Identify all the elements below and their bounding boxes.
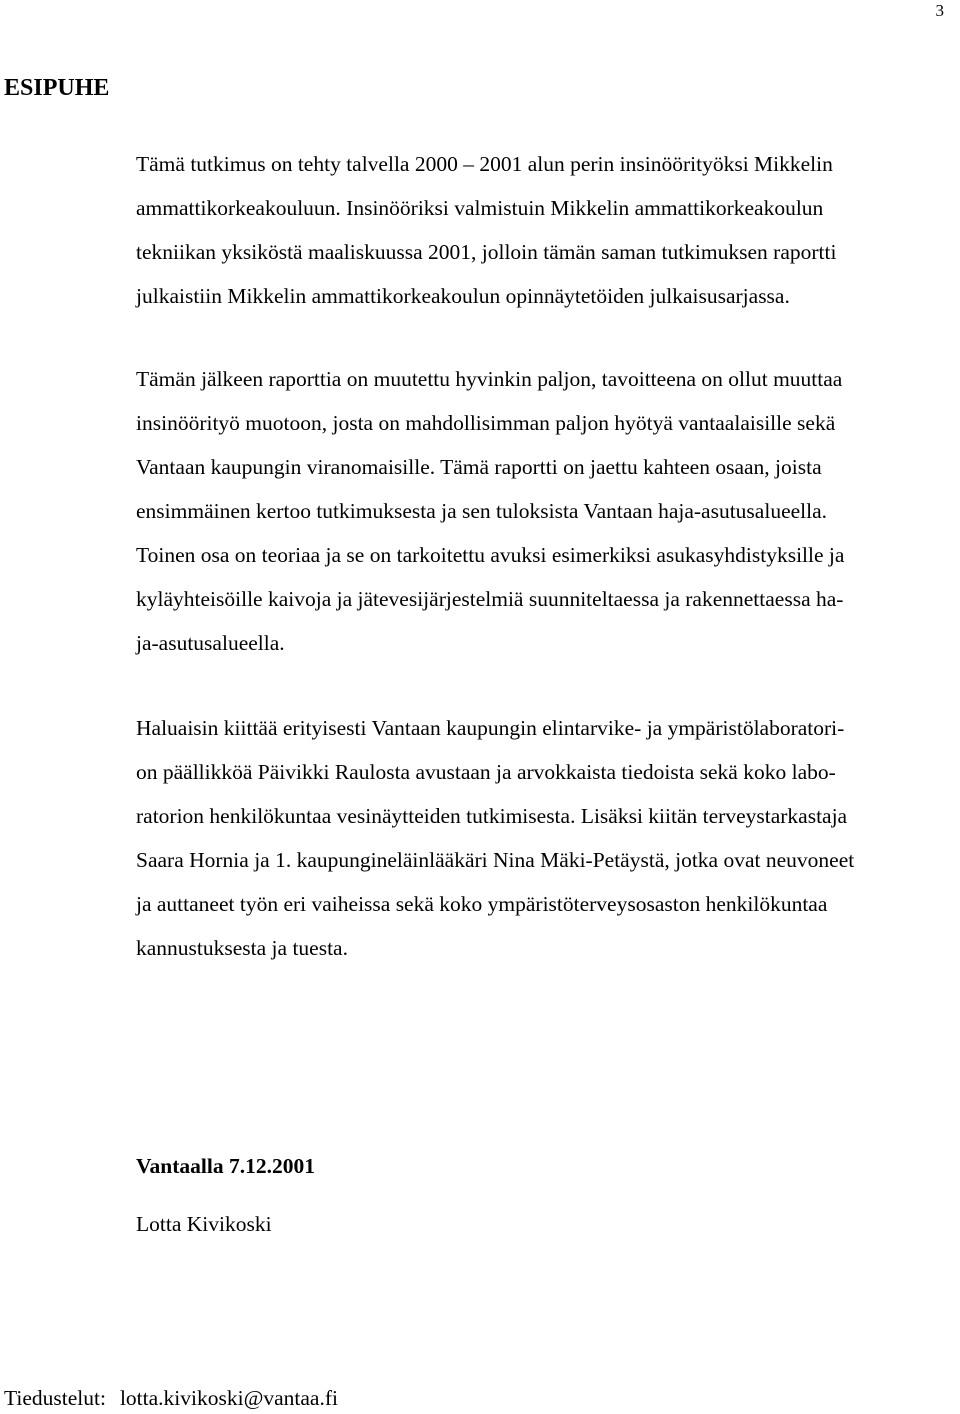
paragraph-line: tekniikan yksiköstä maaliskuussa 2001, jolloin tämän saman tutkimuksen raportti [136,240,837,264]
paragraph-line: ja-asutusalueella. [136,631,285,655]
paragraph-revision [136,357,954,665]
paragraph-line: kannustuksesta ja tuesta. [136,936,348,960]
paragraph-acknowledgements [136,706,954,970]
paragraph-line: Tämä tutkimus on tehty talvella 2000 – 2001 alun perin insinöörityöksi Mikkelin [136,152,833,176]
paragraph-line: ja auttaneet työn eri vaiheissa sekä koko ympäristöterveysosaston henkilökuntaa [136,892,828,916]
paragraph-line: Vantaan kaupungin viranomaisille. Tämä raportti on jaettu kahteen osaan, joista [136,455,822,479]
page-number: 3 [935,1,944,20]
paragraph-line: ratorion henkilökuntaa vesinäytteiden tutkimisesta. Lisäksi kiitän terveystarkastaja [136,804,848,828]
section-heading: ESIPUHE [4,75,110,101]
paragraph-line: Tämän jälkeen raporttia on muutettu hyvinkin paljon, tavoitteena on ollut muuttaa [136,367,843,391]
footer-contact [4,1384,338,1412]
paragraph-line: kyläyhteisöille kaivoja ja jätevesijärjestelmiä suunniteltaessa ja rakennettaessa ha- [136,587,844,611]
paragraph-line: ensimmäinen kertoo tutkimuksesta ja sen tuloksista Vantaan haja-asutusalueella. [136,499,828,523]
signoff-date: Vantaalla 7.12.2001 [136,1154,315,1178]
paragraph-line: insinöörityö muotoon, josta on mahdollisimman paljon hyötyä vantaalaisille sekä [136,411,836,435]
paragraph-line: Toinen osa on teoriaa ja se on tarkoitettu avuksi esimerkiksi asukasyhdistyksille ja [136,543,845,567]
footer-label: Tiedustelut: [4,1386,106,1410]
signoff-name: Lotta Kivikoski [136,1212,272,1236]
paragraph-intro [136,142,954,318]
contact-email: lotta.kivikoski@vantaa.fi [119,1386,338,1410]
paragraph-line: ammattikorkeakouluun. Insinööriksi valmistuin Mikkelin ammattikorkeakoulun [136,196,824,220]
paragraph-line: on päällikköä Päivikki Raulosta avustaan ja arvokkaista tiedoista sekä koko labo- [136,760,836,784]
paragraph-line: Saara Hornia ja 1. kaupungineläinlääkäri Nina Mäki-Petäystä, jotka ovat neuvoneet [136,848,855,872]
paragraph-line: Haluaisin kiittää erityisesti Vantaan kaupungin elintarvike- ja ympäristölaboratori- [136,716,845,740]
paragraph-line: julkaistiin Mikkelin ammattikorkeakoulun opinnäytetöiden julkaisusarjassa. [136,284,790,308]
